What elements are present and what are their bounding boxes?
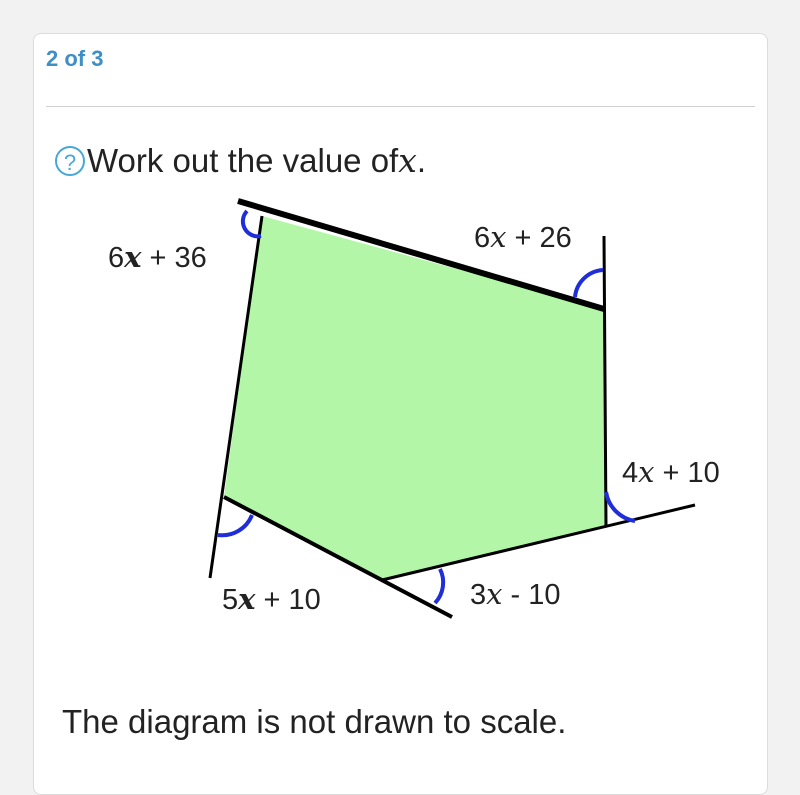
question-prompt: Work out the value of [87,141,399,179]
question-progress: 2 of 3 [46,46,104,71]
question-variable: x [398,141,417,180]
scale-note: The diagram is not drawn to scale. [62,703,567,740]
angle-label-right: 4x + 10 [622,455,720,489]
angle-label-top-left: 6x + 36 [108,240,207,274]
angle-arc-bottom-left [218,515,252,535]
angle-arc-top-right [575,270,603,297]
edge-right [604,236,606,527]
question-period: . [416,141,427,179]
angle-label-bottom: 3x - 10 [470,577,561,611]
angle-arc-right [606,492,635,521]
angle-label-bottom-left: 5x + 10 [222,582,321,616]
question-mark-circle-icon[interactable]: ? [55,146,85,176]
angle-label-top-right: 6x + 26 [474,220,572,254]
angle-arc-bottom [435,569,443,603]
